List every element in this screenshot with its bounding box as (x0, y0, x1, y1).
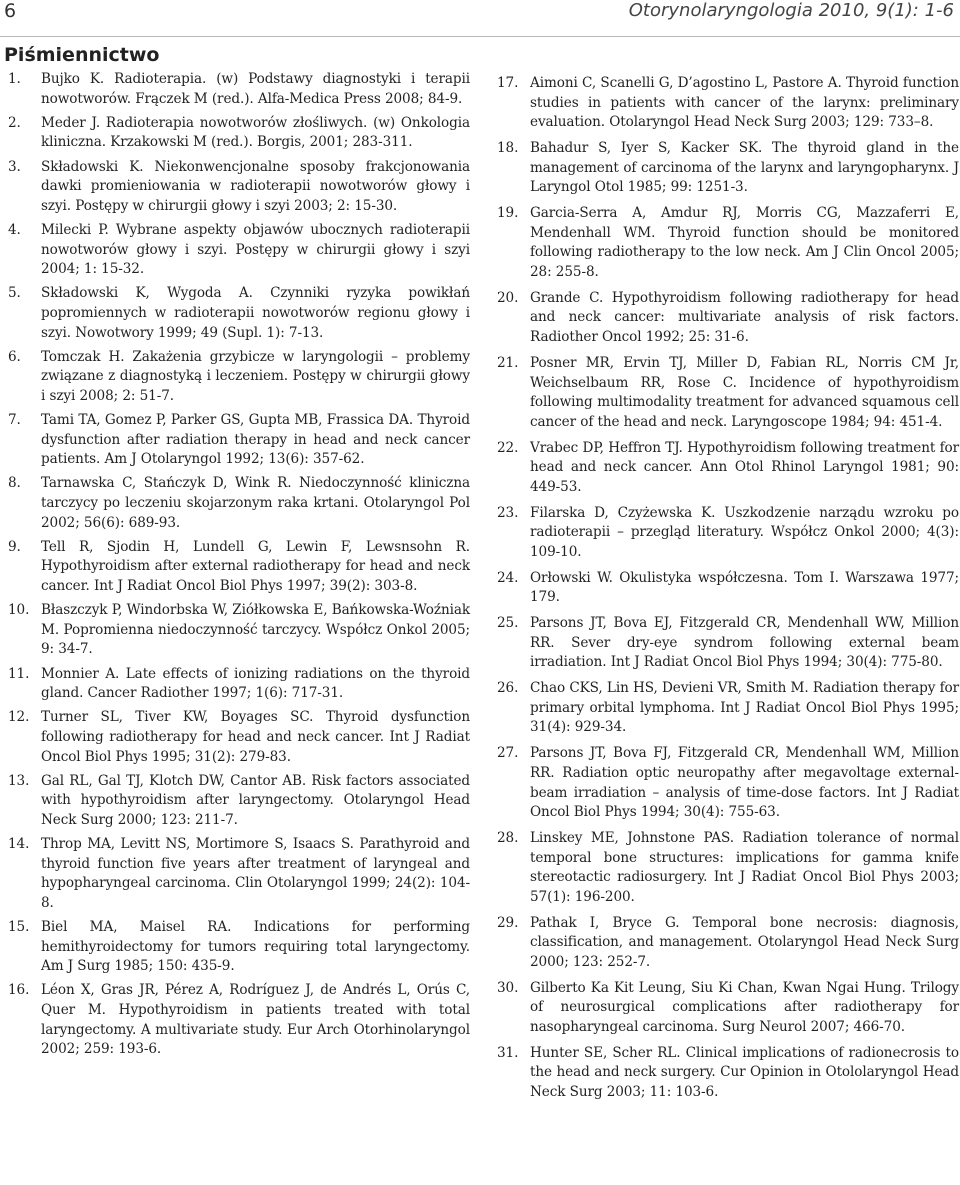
reference-text: Turner SL, Tiver KW, Boyages SC. Thyroid dysfunction following radiotherapy for head and neck cancer. Int J Radiat Oncol Biol Phys 1995; 31(2): 279-83. (41, 709, 470, 765)
reference-number: 12. (8, 709, 30, 726)
reference-number: 10. (8, 602, 30, 619)
reference-number: 16. (8, 982, 30, 999)
reference-text: Filarska D, Czyżewska K. Uszkodzenie narządu wzroku po radioterapii – przegląd literatury. Współcz Onkol 2000; 4(3): 109-10. (530, 504, 959, 560)
reference-number: 29. (497, 914, 519, 931)
reference-text: Orłowski W. Okulistyka współczesna. Tom I. Warszawa 1977; 179. (530, 569, 959, 606)
reference-number: 26. (497, 680, 519, 697)
reference-text: Linskey ME, Johnstone PAS. Radiation tolerance of normal temporal bone structures: implications for gamma knife stereotactic radiosurgery. Int J Radiat Oncol Biol Phys 2003; 57(1): 196-200. (530, 830, 959, 905)
reference-text: Pathak I, Bryce G. Temporal bone necrosis: diagnosis, classification, and management. Otolaryngol Head Neck Surg 2000; 123: 252-7. (530, 914, 959, 970)
reference-text: Parsons JT, Bova FJ, Fitzgerald CR, Mendenhall WM, Million RR. Radiation optic neuropathy after megavoltage external-beam irradiation – analysis of time-dose factors. Int J Radiat Oncol Biol Phys 1994; 30(4): 755-63. (530, 745, 959, 821)
reference-text: Posner MR, Ervin TJ, Miller D, Fabian RL, Norris CM Jr, Weichselbaum RR, Rose C. Incidence of hypothyroidism following multimodality treatment for advanced squamous cell cancer of the head and neck. Laryngoscope 1984; 94: 451-4. (530, 354, 959, 430)
reference-text: Bujko K. Radioterapia. (w) Podstawy diagnostyki i terapii nowotworów. Frączek M (red.). Alfa-Medica Press 2008; 84-9. (41, 71, 470, 107)
page-header (0, 0, 960, 37)
reference-list-left (8, 70, 470, 1060)
reference-number: 21. (497, 354, 519, 371)
reference-item (8, 981, 470, 1059)
reference-number: 1. (8, 71, 21, 87)
reference-number: 4. (8, 221, 21, 238)
reference-item (497, 1044, 959, 1103)
reference-item (497, 439, 959, 498)
reference-item (8, 708, 470, 767)
reference-text: Gal RL, Gal TJ, Klotch DW, Cantor AB. Risk factors associated with hypothyroidism after laryngectomy. Otolaryngol Head Neck Surg 2000; 123: 211-7. (41, 772, 470, 828)
reference-item (8, 221, 470, 280)
reference-text: Gilberto Ka Kit Leung, Siu Ki Chan, Kwan Ngai Hung. Trilogy of neurosurgical complications after radiotherapy for nasopharyngeal carcinoma. Surg Neurol 2007; 466-70. (530, 979, 959, 1035)
reference-text: Tami TA, Gomez P, Parker GS, Gupta MB, Frassica DA. Thyroid dysfunction after radiation therapy in head and neck cancer patients. Am J Otolaryngol 1992; 13(6): 357-62. (41, 412, 470, 468)
reference-number: 31. (497, 1044, 519, 1061)
reference-text: Tarnawska C, Stańczyk D, Wink R. Niedoczynność kliniczna tarczycy po leczeniu skojarzonym raka krtani. Otolaryngol Pol 2002; 56(6): 689-93. (41, 475, 470, 531)
reference-text: Aimoni C, Scanelli G, D’agostino L, Pastore A. Thyroid function studies in patients with cancer of the larynx: preliminary evaluation. Otolaryngol Head Neck Surg 2003; 129: 733–8. (530, 75, 959, 131)
reference-item (497, 679, 959, 738)
reference-number: 30. (497, 979, 519, 996)
reference-item (8, 601, 470, 660)
reference-text: Chao CKS, Lin HS, Devieni VR, Smith M. Radiation therapy for primary orbital lymphoma. Int J Radiat Oncol Biol Phys 1995; 31(4): 929-34. (530, 680, 959, 736)
reference-number: 15. (8, 919, 30, 936)
reference-item (497, 979, 959, 1038)
reference-item (497, 504, 959, 563)
reference-number: 25. (497, 615, 519, 632)
reference-item (8, 411, 470, 470)
reference-number: 5. (8, 285, 21, 302)
reference-number: 3. (8, 158, 21, 175)
reference-number: 7. (8, 412, 21, 429)
section-title: Piśmiennictwo (4, 44, 160, 66)
reference-number: 22. (497, 439, 519, 456)
reference-text: Biel MA, Maisel RA. Indications for performing hemithyroidectomy for tumors requiring total laryngectomy. Am J Surg 1985; 150: 435-9. (41, 919, 470, 975)
reference-text: Hunter SE, Scher RL. Clinical implications of radionecrosis to the head and neck surgery. Cur Opinion in Otololaryngol Head Neck Surg 2003; 11: 103-6. (530, 1044, 959, 1101)
reference-item (497, 74, 959, 133)
reference-number: 23. (497, 504, 519, 521)
reference-item (497, 354, 959, 432)
reference-text: Milecki P. Wybrane aspekty objawów ubocznych radioterapii nowotworów głowy i szyi. Postępy w chirurgii głowy i szyi 2004; 1: 15-32. (41, 221, 470, 278)
references-column-right (497, 74, 959, 1109)
running-title: Otorynolaryngologia 2010, 9(1): 1-6 (628, 0, 954, 21)
reference-number: 6. (8, 348, 21, 365)
reference-text: Grande C. Hypothyroidism following radiotherapy for head and neck cancer: multivariate analysis of risk factors. Radiother Oncol 1992; 25: 31-6. (530, 289, 959, 346)
reference-item (497, 204, 959, 282)
reference-item (8, 348, 470, 407)
reference-item (8, 772, 470, 831)
reference-item (497, 289, 959, 348)
reference-item (8, 538, 470, 597)
reference-text: Garcia-Serra A, Amdur RJ, Morris CG, Mazzaferri E, Mendenhall WM. Thyroid function should be monitored following radiotherapy to the low neck. Am J Clin Oncol 2005; 28: 255-8. (530, 205, 959, 280)
references-column-left (8, 70, 470, 1064)
reference-number: 2. (8, 114, 21, 131)
reference-text: Parsons JT, Bova EJ, Fitzgerald CR, Mendenhall WW, Million RR. Sever dry-eye syndrom following external beam irradiation. Int J Radiat Oncol Biol Phys 1994; 30(4): 775-80. (530, 615, 959, 671)
reference-number: 19. (497, 205, 519, 222)
reference-item (8, 284, 470, 343)
reference-text: Meder J. Radioterapia nowotworów złośliwych. (w) Onkologia kliniczna. Krzakowski M (red.). Borgis, 2001; 283-311. (41, 114, 470, 151)
reference-item (8, 474, 470, 533)
reference-item (497, 569, 959, 608)
reference-item (497, 914, 959, 973)
reference-item (8, 114, 470, 153)
reference-item (8, 835, 470, 913)
reference-text: Monnier A. Late effects of ionizing radiations on the thyroid gland. Cancer Radiother 1997; 1(6): 717-31. (41, 665, 470, 702)
reference-number: 14. (8, 836, 30, 853)
reference-item (8, 665, 470, 704)
reference-text: Składowski K, Wygoda A. Czynniki ryzyka powikłań popromiennych w radioterapii nowotworów regionu głowy i szyi. Nowotwory 1999; 49 (Supl. 1): 7-13. (41, 285, 470, 341)
reference-text: Vrabec DP, Heffron TJ. Hypothyroidism following treatment for head and neck cancer. Ann Otol Rhinol Laryngol 1981; 90: 449-53. (530, 439, 959, 495)
reference-number: 27. (497, 745, 519, 762)
reference-text: Błaszczyk P, Windorbska W, Ziółkowska E, Bańkowska-Woźniak M. Popromienna niedoczynność tarczycy. Współcz Onkol 2005; 9: 34-7. (41, 602, 470, 658)
page-number: 6 (4, 0, 17, 22)
reference-number: 18. (497, 140, 519, 157)
reference-item (497, 614, 959, 673)
reference-item (497, 829, 959, 907)
reference-number: 28. (497, 830, 519, 847)
reference-text: Throp MA, Levitt NS, Mortimore S, Isaacs S. Parathyroid and thyroid function five years after treatment of laryngeal and hypopharyngeal carcinoma. Clin Otolaryngol 1999; 24(2): 104-8. (41, 836, 470, 911)
reference-text: Tell R, Sjodin H, Lundell G, Lewin F, Lewsnsohn R. Hypothyroidism after external radiotherapy for head and neck cancer. Int J Radiat Oncol Biol Phys 1997; 39(2): 303-8. (41, 538, 470, 594)
reference-text: Bahadur S, Iyer S, Kacker SK. The thyroid gland in the management of carcinoma of the larynx and laryngopharynx. J Laryngol Otol 1985; 99: 1251-3. (530, 140, 959, 196)
reference-number: 20. (497, 289, 519, 306)
reference-number: 13. (8, 772, 30, 789)
reference-number: 9. (8, 538, 21, 555)
reference-item (8, 158, 470, 217)
reference-item (8, 70, 470, 109)
reference-text: Tomczak H. Zakażenia grzybicze w laryngologii – problemy związane z diagnostyką i leczeniem. Postępy w chirurgii głowy i szyi 2008; 2: 51-7. (41, 348, 470, 404)
reference-item (497, 139, 959, 198)
reference-number: 24. (497, 569, 519, 586)
reference-number: 8. (8, 475, 21, 492)
reference-number: 17. (497, 75, 519, 91)
reference-number: 11. (8, 665, 30, 682)
reference-text: Léon X, Gras JR, Pérez A, Rodríguez J, de Andrés L, Orús C, Quer M. Hypothyroidism in patients treated with total laryngectomy. A multivariate study. Eur Arch Otorhinolaryngol 2002; 259: 193-6. (41, 982, 470, 1058)
reference-text: Składowski K. Niekonwencjonalne sposoby frakcjonowania dawki promieniowania w radioterapii nowotworów głowy i szyi. Postępy w chirurgii głowy i szyi 2003; 2: 15-30. (41, 158, 470, 214)
reference-list-right (497, 74, 959, 1103)
reference-item (497, 744, 959, 822)
reference-item (8, 918, 470, 977)
